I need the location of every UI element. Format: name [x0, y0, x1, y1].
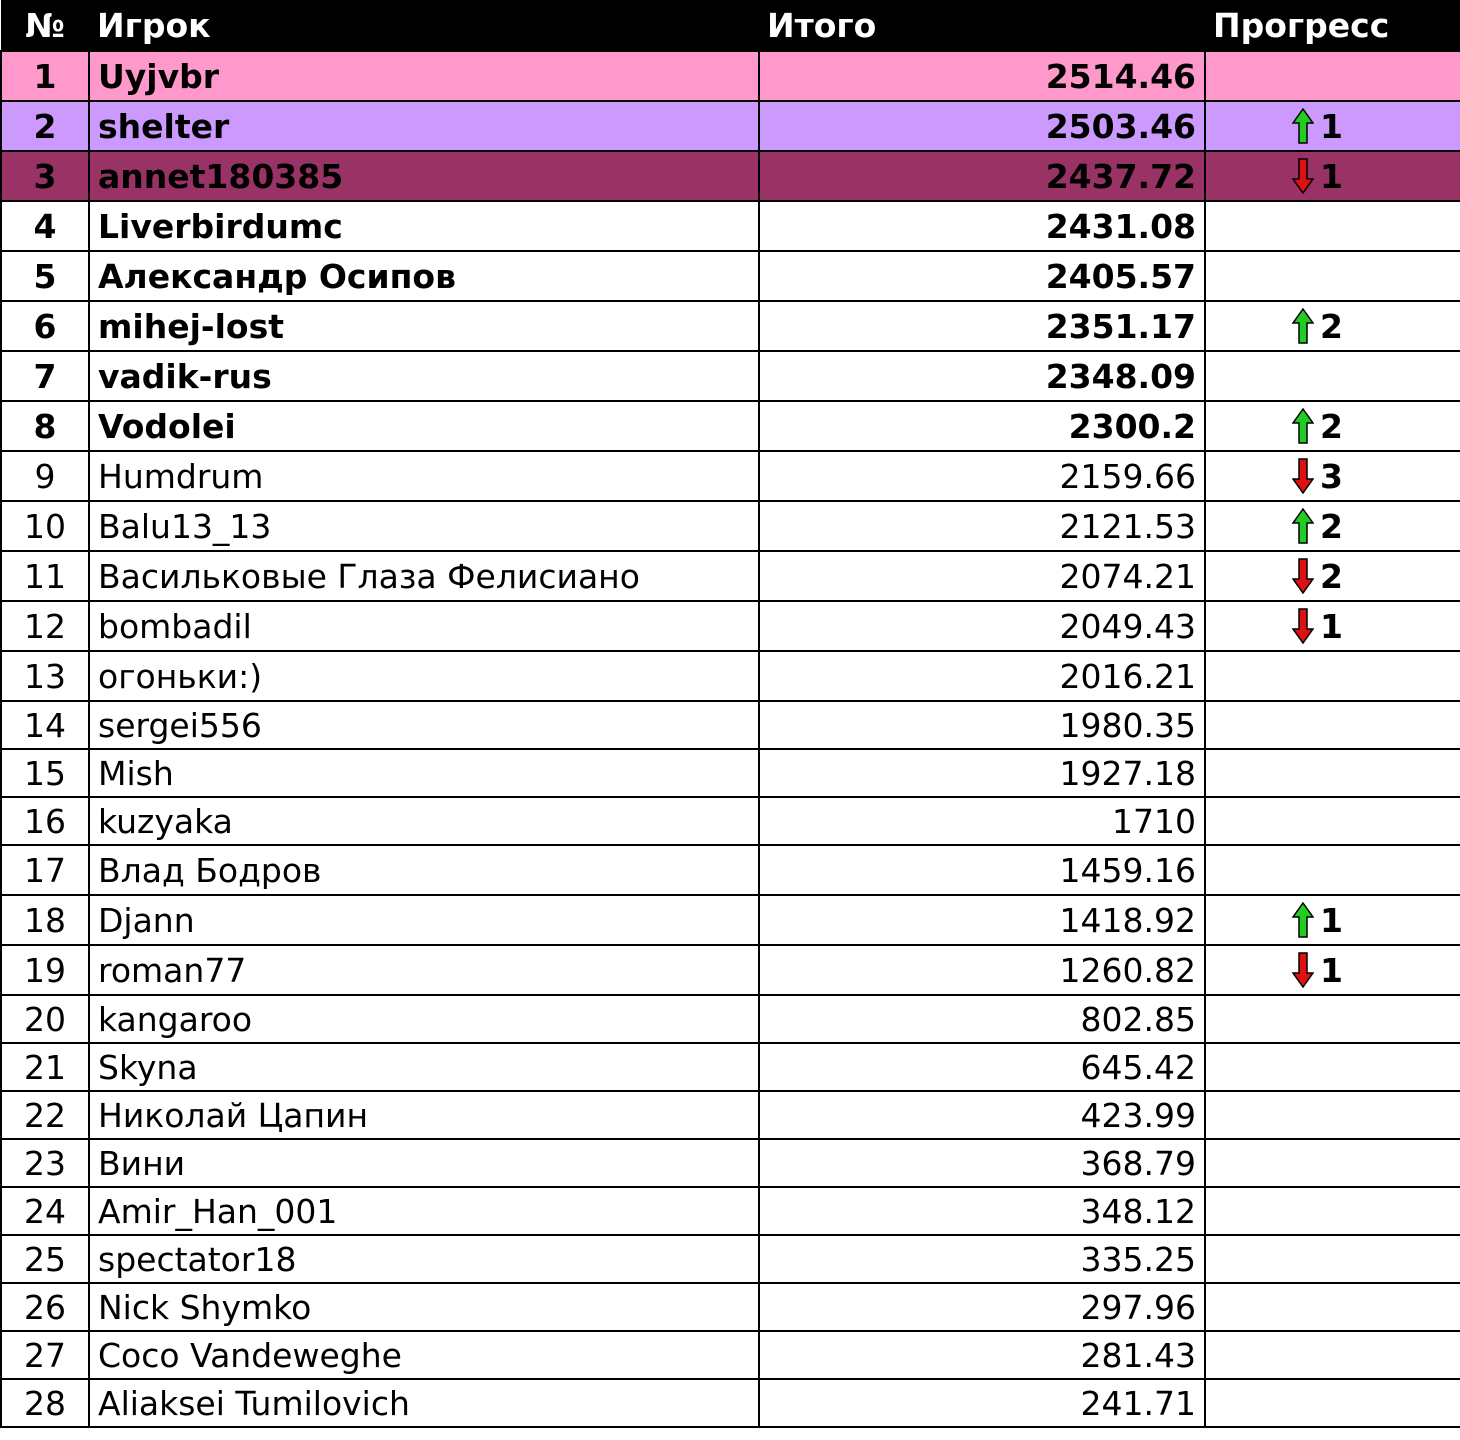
table-row [1, 1379, 1460, 1427]
progress-cell [1205, 351, 1460, 401]
total-cell: 1710 [759, 797, 1205, 845]
progress-delta: 2 [1320, 406, 1343, 446]
progress-cell [1205, 1283, 1460, 1331]
total-cell: 2351.17 [759, 301, 1205, 351]
table-row [1, 945, 1460, 995]
total-cell: 241.71 [759, 1379, 1205, 1427]
header-num: № [25, 5, 65, 45]
table-row [1, 601, 1460, 651]
rank-cell: 14 [1, 701, 89, 749]
table-row [1, 651, 1460, 701]
arrow-up-icon [1292, 408, 1314, 444]
progress-delta: 3 [1320, 456, 1343, 496]
progress-cell [1205, 995, 1460, 1043]
total-cell: 1980.35 [759, 701, 1205, 749]
rank-cell: 22 [1, 1091, 89, 1139]
arrow-up-icon [1292, 108, 1314, 144]
player-cell: Vodolei [89, 401, 759, 451]
player-cell: spectator18 [89, 1235, 759, 1283]
progress-delta: 1 [1320, 106, 1343, 146]
progress-cell [1205, 451, 1460, 501]
rank-cell: 13 [1, 651, 89, 701]
total-cell: 2405.57 [759, 251, 1205, 301]
arrow-up-icon [1292, 308, 1314, 344]
progress-cell [1205, 895, 1460, 945]
progress-delta: 1 [1320, 156, 1343, 196]
progress-delta: 2 [1320, 306, 1343, 346]
player-cell: Amir_Han_001 [89, 1187, 759, 1235]
progress-cell [1205, 251, 1460, 301]
total-cell: 297.96 [759, 1283, 1205, 1331]
progress-cell [1205, 551, 1460, 601]
rank-cell: 21 [1, 1043, 89, 1091]
total-cell: 645.42 [759, 1043, 1205, 1091]
rank-cell: 17 [1, 845, 89, 895]
progress-cell [1205, 797, 1460, 845]
rank-cell: 20 [1, 995, 89, 1043]
arrow-down-icon [1292, 458, 1314, 494]
total-cell: 423.99 [759, 1091, 1205, 1139]
arrow-down-icon [1292, 608, 1314, 644]
rank-cell: 26 [1, 1283, 89, 1331]
total-cell: 348.12 [759, 1187, 1205, 1235]
progress-cell [1205, 1379, 1460, 1427]
total-cell: 281.43 [759, 1331, 1205, 1379]
player-cell: Humdrum [89, 451, 759, 501]
player-cell: Васильковые Глаза Фелисиано [89, 551, 759, 601]
player-cell: Liverbirdumc [89, 201, 759, 251]
rank-cell: 15 [1, 749, 89, 797]
rank-cell: 23 [1, 1139, 89, 1187]
player-cell: Влад Бодров [89, 845, 759, 895]
progress-cell [1205, 749, 1460, 797]
player-cell: Александр Осипов [89, 251, 759, 301]
player-cell: Coco Vandeweghe [89, 1331, 759, 1379]
rank-cell: 7 [1, 351, 89, 401]
rank-cell: 1 [1, 51, 89, 101]
total-cell: 368.79 [759, 1139, 1205, 1187]
arrow-up-icon [1292, 902, 1314, 938]
progress-delta: 2 [1320, 556, 1343, 596]
progress-cell [1205, 601, 1460, 651]
arrow-down-icon [1292, 558, 1314, 594]
table-row [1, 451, 1460, 501]
rank-cell: 25 [1, 1235, 89, 1283]
progress-cell [1205, 301, 1460, 351]
player-cell: vadik-rus [89, 351, 759, 401]
progress-delta: 1 [1320, 950, 1343, 990]
table-row [1, 1331, 1460, 1379]
table-row [1, 351, 1460, 401]
player-cell: Mish [89, 749, 759, 797]
progress-cell [1205, 1043, 1460, 1091]
total-cell: 2159.66 [759, 451, 1205, 501]
progress-cell [1205, 401, 1460, 451]
player-cell: roman77 [89, 945, 759, 995]
table-row [1, 501, 1460, 551]
progress-delta: 1 [1320, 900, 1343, 940]
player-cell: Nick Shymko [89, 1283, 759, 1331]
total-cell: 2431.08 [759, 201, 1205, 251]
table-row [1, 251, 1460, 301]
table-row [1, 1187, 1460, 1235]
table-row [1, 895, 1460, 945]
total-cell: 2016.21 [759, 651, 1205, 701]
rank-cell: 3 [1, 151, 89, 201]
player-cell: Djann [89, 895, 759, 945]
table-row [1, 51, 1460, 101]
total-cell: 1459.16 [759, 845, 1205, 895]
table-row [1, 701, 1460, 749]
progress-cell [1205, 1187, 1460, 1235]
table-row [1, 551, 1460, 601]
table-row [1, 1235, 1460, 1283]
header-total: Итого [767, 5, 877, 45]
player-cell: Balu13_13 [89, 501, 759, 551]
player-cell: kuzyaka [89, 797, 759, 845]
player-cell: mihej-lost [89, 301, 759, 351]
progress-cell [1205, 501, 1460, 551]
table-row [1, 401, 1460, 451]
progress-cell [1205, 201, 1460, 251]
table-row [1, 995, 1460, 1043]
rank-cell: 2 [1, 101, 89, 151]
rank-cell: 10 [1, 501, 89, 551]
progress-cell [1205, 1091, 1460, 1139]
player-cell: огоньки:) [89, 651, 759, 701]
total-cell: 2437.72 [759, 151, 1205, 201]
progress-delta: 1 [1320, 606, 1343, 646]
table-row [1, 201, 1460, 251]
total-cell: 1927.18 [759, 749, 1205, 797]
player-cell: kangaroo [89, 995, 759, 1043]
player-cell: Uyjvbr [89, 51, 759, 101]
player-cell: Skyna [89, 1043, 759, 1091]
player-cell: Николай Цапин [89, 1091, 759, 1139]
rank-cell: 27 [1, 1331, 89, 1379]
total-cell: 335.25 [759, 1235, 1205, 1283]
total-cell: 802.85 [759, 995, 1205, 1043]
table-row [1, 797, 1460, 845]
table-row [1, 301, 1460, 351]
table-row [1, 151, 1460, 201]
header-row [1, 0, 1460, 51]
table-row [1, 1043, 1460, 1091]
total-cell: 1260.82 [759, 945, 1205, 995]
total-cell: 2348.09 [759, 351, 1205, 401]
rank-cell: 9 [1, 451, 89, 501]
arrow-down-icon [1292, 158, 1314, 194]
rank-cell: 28 [1, 1379, 89, 1427]
player-cell: annet180385 [89, 151, 759, 201]
header-progress: Прогресс [1213, 5, 1390, 45]
table-row [1, 845, 1460, 895]
progress-cell [1205, 51, 1460, 101]
rank-cell: 18 [1, 895, 89, 945]
progress-delta: 2 [1320, 506, 1343, 546]
rank-cell: 24 [1, 1187, 89, 1235]
total-cell: 2514.46 [759, 51, 1205, 101]
table-row [1, 1139, 1460, 1187]
arrow-down-icon [1292, 952, 1314, 988]
progress-cell [1205, 151, 1460, 201]
progress-cell [1205, 651, 1460, 701]
rank-cell: 5 [1, 251, 89, 301]
rank-cell: 16 [1, 797, 89, 845]
progress-cell [1205, 945, 1460, 995]
player-cell: Aliaksei Tumilovich [89, 1379, 759, 1427]
total-cell: 2300.2 [759, 401, 1205, 451]
total-cell: 2049.43 [759, 601, 1205, 651]
player-cell: Вини [89, 1139, 759, 1187]
progress-cell [1205, 1139, 1460, 1187]
rank-cell: 19 [1, 945, 89, 995]
header-player: Игрок [97, 5, 211, 45]
rank-cell: 8 [1, 401, 89, 451]
progress-cell [1205, 101, 1460, 151]
total-cell: 1418.92 [759, 895, 1205, 945]
rank-cell: 6 [1, 301, 89, 351]
table-row [1, 749, 1460, 797]
total-cell: 2503.46 [759, 101, 1205, 151]
progress-cell [1205, 701, 1460, 749]
total-cell: 2074.21 [759, 551, 1205, 601]
player-cell: sergei556 [89, 701, 759, 749]
table-row [1, 1091, 1460, 1139]
progress-cell [1205, 845, 1460, 895]
arrow-up-icon [1292, 508, 1314, 544]
table-row [1, 101, 1460, 151]
rank-cell: 11 [1, 551, 89, 601]
total-cell: 2121.53 [759, 501, 1205, 551]
rank-cell: 12 [1, 601, 89, 651]
rank-cell: 4 [1, 201, 89, 251]
progress-cell [1205, 1331, 1460, 1379]
player-cell: shelter [89, 101, 759, 151]
player-cell: bombadil [89, 601, 759, 651]
table-row [1, 1283, 1460, 1331]
progress-cell [1205, 1235, 1460, 1283]
